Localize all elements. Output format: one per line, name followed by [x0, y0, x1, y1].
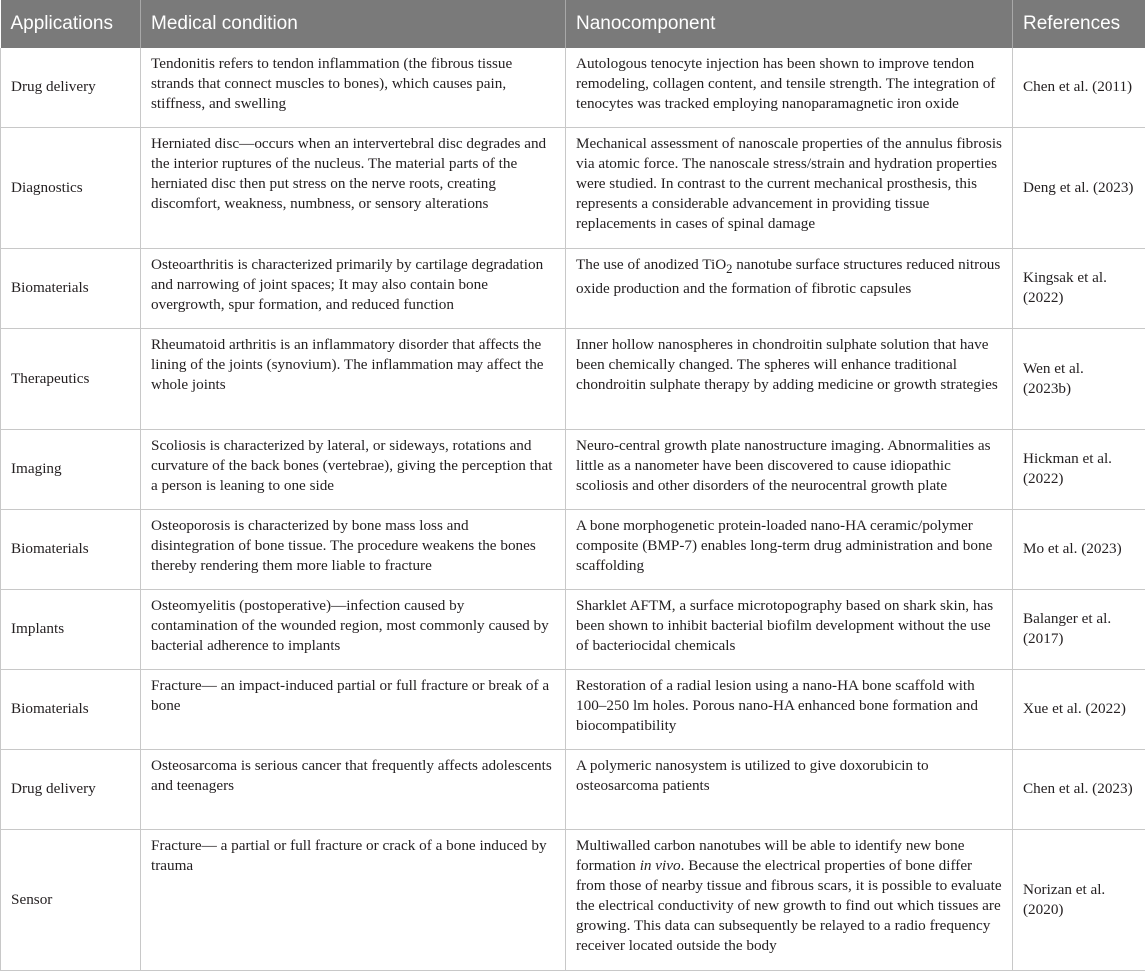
- condition-cell: Tendonitis refers to tendon inflammation (the fibrous tissue strands that connect muscles to bones), which causes pain, stiffness, and swelling: [141, 48, 566, 127]
- nanocomponent-cell: [566, 829, 1013, 970]
- table-row: [1, 829, 1145, 970]
- reference-cell: Chen et al. (2011): [1013, 48, 1145, 127]
- application-cell: Implants: [1, 589, 141, 669]
- nanocomponent-cell: [566, 248, 1013, 328]
- nanocomponent-cell: Inner hollow nanospheres in chondroitin sulphate solution that have been chemically changed. The spheres will enhance traditional chondroitin sulphate therapy by adding medicine or growth strategies: [566, 328, 1013, 429]
- table-row: [1, 48, 1145, 127]
- table-row: [1, 429, 1145, 509]
- application-cell: Imaging: [1, 429, 141, 509]
- reference-cell: Balanger et al. (2017): [1013, 589, 1145, 669]
- nanocomponent-text: nanotube surface structures reduced nitrous oxide production and the formation of fibrotic capsules: [576, 256, 1000, 297]
- application-cell: Drug delivery: [1, 749, 141, 829]
- application-cell: Biomaterials: [1, 509, 141, 589]
- reference-cell: Xue et al. (2022): [1013, 669, 1145, 749]
- table-row: [1, 127, 1145, 248]
- reference-cell: Deng et al. (2023): [1013, 127, 1145, 248]
- nanocomponent-cell: Sharklet AFTM, a surface microtopography based on shark skin, has been shown to inhibit bacterial biofilm development without the use of bacteriocidal chemicals: [566, 589, 1013, 669]
- nanocomponent-text: The use of anodized TiO: [576, 256, 726, 273]
- header-nanocomponent: Nanocomponent: [566, 0, 1013, 48]
- reference-cell: Hickman et al. (2022): [1013, 429, 1145, 509]
- application-cell: Biomaterials: [1, 248, 141, 328]
- reference-cell: Wen et al. (2023b): [1013, 328, 1145, 429]
- reference-cell: Mo et al. (2023): [1013, 509, 1145, 589]
- header-references: References: [1013, 0, 1145, 48]
- table-row: [1, 669, 1145, 749]
- condition-cell: Herniated disc—occurs when an intervertebral disc degrades and the interior ruptures of the nucleus. The material parts of the herniated disc then put stress on the nerve roots, creating discomfort, weakness, numbness, or sensory alterations: [141, 127, 566, 248]
- table-row: [1, 749, 1145, 829]
- italic-text: in vivo: [640, 857, 681, 874]
- table-row: [1, 248, 1145, 328]
- application-cell: Therapeutics: [1, 328, 141, 429]
- nanocomponent-cell: Neuro-central growth plate nanostructure imaging. Abnormalities as little as a nanometer have been discovered to cause idiopathic scoliosis and other disorders of the neurocentral growth plate: [566, 429, 1013, 509]
- nanocomponent-cell: Mechanical assessment of nanoscale properties of the annulus fibrosis via atomic force. The nanoscale stress/strain and hydration properties were studied. In contrast to the current mechanical prosthesis, this represents a considerable advancement in providing tissue replacements in cases of spinal damage: [566, 127, 1013, 248]
- condition-cell: Osteomyelitis (postoperative)—infection caused by contamination of the wounded region, most commonly caused by bacterial adherence to implants: [141, 589, 566, 669]
- application-cell: Drug delivery: [1, 48, 141, 127]
- nanocomponent-cell: Restoration of a radial lesion using a nano-HA bone scaffold with 100–250 lm holes. Porous nano-HA enhanced bone formation and biocompatibility: [566, 669, 1013, 749]
- subscript-text: 2: [726, 262, 732, 276]
- reference-cell: Kingsak et al. (2022): [1013, 248, 1145, 328]
- header-medical-condition: Medical condition: [141, 0, 566, 48]
- condition-cell: Osteoarthritis is characterized primarily by cartilage degradation and narrowing of joint spaces; It may also contain bone overgrowth, spur formation, and reduced function: [141, 248, 566, 328]
- nanocomponent-text: . Because the electrical properties of bone differ from those of nearby tissue and fibrous scars, it is possible to evaluate the electrical conductivity of new growth to find out which tissues are growing. This data can subsequently be relayed to a radio frequency receiver located outside the body: [576, 857, 1002, 954]
- application-cell: Sensor: [1, 829, 141, 970]
- condition-cell: Rheumatoid arthritis is an inflammatory disorder that affects the lining of the joints (synovium). The inflammation may affect the whole joints: [141, 328, 566, 429]
- application-cell: Diagnostics: [1, 127, 141, 248]
- condition-cell: Osteosarcoma is serious cancer that frequently affects adolescents and teenagers: [141, 749, 566, 829]
- application-cell: Biomaterials: [1, 669, 141, 749]
- nanocomponent-cell: A polymeric nanosystem is utilized to give doxorubicin to osteosarcoma patients: [566, 749, 1013, 829]
- nanocomponent-cell: A bone morphogenetic protein-loaded nano-HA ceramic/polymer composite (BMP-7) enables long-term drug administration and bone scaffolding: [566, 509, 1013, 589]
- nanocomponent-cell: Autologous tenocyte injection has been shown to improve tendon remodeling, collagen content, and tensile strength. The integration of tenocytes was tracked employing nanoparamagnetic iron oxide: [566, 48, 1013, 127]
- reference-cell: Norizan et al. (2020): [1013, 829, 1145, 970]
- table-body: [1, 48, 1145, 970]
- condition-cell: Osteoporosis is characterized by bone mass loss and disintegration of bone tissue. The procedure weakens the bones thereby rendering them more liable to fracture: [141, 509, 566, 589]
- condition-cell: Fracture— a partial or full fracture or crack of a bone induced by trauma: [141, 829, 566, 970]
- table-row: [1, 509, 1145, 589]
- nanocomponent-text: Multiwalled carbon nanotubes will be able to identify new bone formation: [576, 837, 964, 874]
- header-row: [1, 0, 1145, 48]
- reference-cell: Chen et al. (2023): [1013, 749, 1145, 829]
- condition-cell: Fracture— an impact-induced partial or full fracture or break of a bone: [141, 669, 566, 749]
- header-applications: Applications: [1, 0, 141, 48]
- condition-cell: Scoliosis is characterized by lateral, or sideways, rotations and curvature of the back bones (vertebrae), giving the perception that a person is leaning to one side: [141, 429, 566, 509]
- table-header: [1, 0, 1145, 48]
- table-row: [1, 328, 1145, 429]
- table-row: [1, 589, 1145, 669]
